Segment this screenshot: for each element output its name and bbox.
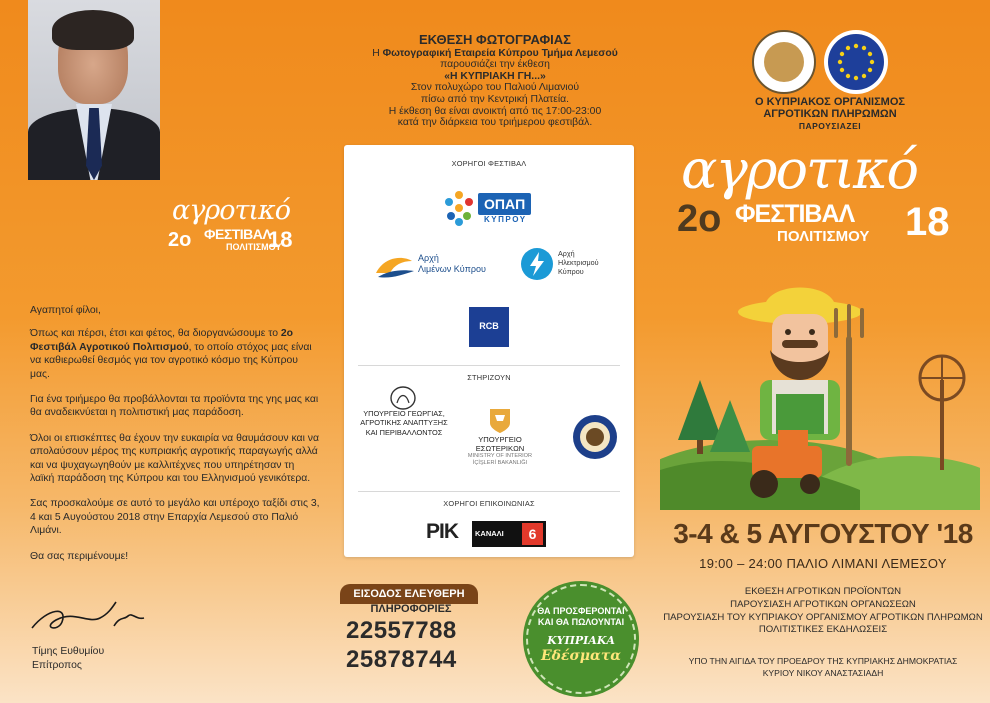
electricity-authority-logo: Αρχή Ηλεκτρισμού Κύπρου [520,247,630,283]
phone-number-2: 25878744 [346,646,457,673]
festival-events-list: ΕΚΘΕΣΗ ΑΓΡΟΤΙΚΩΝ ΠΡΟΪΟΝΤΩΝ ΠΑΡΟΥΣΙΑΣΗ ΑΓΡΟΤΙΚΩΝ ΟΡΓΑΝΩΣΕΩΝ ΠΑΡΟΥΣΙΑΣΗ ΤΟΥ ΚΥΠΡΙΑΚΟΥ ΟΡΓΑΝΙΣΜΟΥ ΑΓΡΟΤΙΚΩΝ ΠΛΗΡΩΜΩΝ ΠΟΛΙΤΙΣΤΙΚΕΣ ΕΚΔΗΛΩΣΕΙΣ [663,586,983,636]
opap-logo: ΟΠΑΠ ΚΥΠΡΟΥ [442,189,542,229]
signer-role: Επίτροπος [32,660,82,671]
eac-bolt-icon [520,247,554,281]
sponsors-heading: ΧΟΡΗΓΟΙ ΦΕΣΤΙΒΑΛ [451,159,527,168]
welcome-letter [30,304,320,563]
ministry-agriculture: ΥΠΟΥΡΓΕΙΟ ΓΕΩΡΓΙΑΣ, ΑΓΡΟΤΙΚΗΣ ΑΝΑΠΤΥΞΗΣ ΚΑΙ ΠΕΡΙΒΑΛΛΟΝΤΟΣ [360,409,448,437]
media-heading: ΧΟΡΗΓΟΙ ΕΠΙΚΟΙΝΩΝΙΑΣ [443,499,535,508]
festival-time-venue: 19:00 – 24:00 ΠΑΛΙΟ ΛΙΜΑΝΙ ΛΕΜΕΣΟΥ [699,556,947,571]
ministry-agriculture-emblem-icon [388,385,418,411]
support-heading: ΣΤΗΡΙΖΟΥΝ [467,373,511,382]
letter-paragraph-2: Για ένα τριήμερο θα προβάλλονται τα προϊόντα της γης μας και θα αναδεικνύεται η πολιτιστική μας παράδοση. [30,394,319,419]
agricultural-payments-seal-icon [752,30,816,94]
organisation-name: Ο ΚΥΠΡΙΑΚΟΣ ΟΡΓΑΝΙΣΜΟΣ ΑΓΡΟΤΙΚΩΝ ΠΛΗΡΩΜΩΝ ΠΑΡΟΥΣΙΑΖΕΙ [755,96,905,131]
ports-authority-logo: Αρχή Λιμένων Κύπρου [372,249,492,285]
organisation-logos [752,30,892,96]
info-label: ΠΛΗΡΟΦΟΡΙΕΣ [370,603,452,615]
opap-dots-icon [442,189,476,227]
festival-logo-large: αγροτικό 2ο ΦΕΣΤΙΒΑΛ ΠΟΛΙΤΙΣΜΟΥ 18 [677,138,950,245]
association-seal-icon [571,413,619,461]
rcb-logo: RCB [469,307,509,347]
sponsors-card [344,145,634,557]
farmer-illustration-icon [660,270,980,510]
festival-logo-small: αγροτικό 2ο ΦΕΣΤΙΒΑΛ ΠΟΛΙΤΙΣΜΟΥ 18 [168,195,293,252]
ministry-interior: ΥΠΟΥΡΓΕΙΟ ΕΣΩΤΕΡΙΚΩΝ MINISTRY OF INTERIOR İÇİŞLERİ BAKANLIĞI [467,435,533,466]
cyprus-emblem-icon [488,407,512,435]
signer-name: Τίμης Ευθυμίου [32,646,105,657]
port-swirl-icon [372,251,416,281]
letter-paragraph-4: Σας προσκαλούμε σε αυτό το μεγάλο και υπέροχο ταξίδι στις 3, 4 και 5 Αυγούστου 2018 στην Επαρχία Λεμεσού στο Παλιό Λιμάνι. [30,498,320,537]
festival-dates: 3-4 & 5 ΑΥΓΟΥΣΤΟΥ '18 [673,518,973,549]
exhibition-title: ΕΚΘΕΣΗ ΦΩΤΟΓΡΑΦΙΑΣ [419,32,571,47]
phone-number-1: 22557788 [346,617,457,644]
divider [358,365,620,366]
patronage-note: ΥΠΟ ΤΗΝ ΑΙΓΙΔΑ ΤΟΥ ΠΡΟΕΔΡΟΥ ΤΗΣ ΚΥΠΡΙΑΚΗΣ ΔΗΜΟΚΡΑΤΙΑΣ ΚΥΡΙΟΥ ΝΙΚΟΥ ΑΝΑΣΤΑΣΙΑΔΗ [688,656,958,678]
commissioner-photo [28,0,160,180]
letter-closing: Θα σας περιμένουμε! [30,550,129,562]
free-entry-banner: ΕΙΣΟΔΟΣ ΕΛΕΥΘΕΡΗ [340,584,478,604]
photo-exhibition-notice: ΕΚΘΕΣΗ ΦΩΤΟΓΡΑΦΙΑΣ Η Φωτογραφική Εταιρεία Κύπρου Τμήμα Λεμεσού παρουσιάζει την έκθεση «Η ΚΥΠΡΙΑΚΗ ΓΗ...» Στον πολυχώρο του Παλιού Λιμανιού πίσω από την Κεντρική Πλατεία. Η έκθεση θα είναι ανοικτή από τις 17:00-23:00 κατά την διάρκεια του τριήμερου φεστιβάλ. [330,34,660,129]
letter-paragraph-1: Όπως και πέρσι, έτσι και φέτος, θα διοργανώσουμε το 2ο Φεστιβάλ Αγροτικού Πολιτισμού, το οποίο στόχος μας είναι να καθιερωθεί θεσμός για τον αγροτικό κόσμο της Κύπρου μας. [30,328,312,380]
rik-logo: ΡΙΚ [426,520,459,543]
signer-block [32,645,104,673]
eu-flag-icon [824,30,888,94]
letter-paragraph-3: Όλοι οι επισκέπτες θα έχουν την ευκαιρία να θαυμάσουν και να απολαύσουν μέρος της κυπριακής αγροτικής παραγωγής αλλά και να ψυχαγωγηθούν με καλλιτέχνες που υπηρέτησαν τη λαϊκή παράδοση της Κύπρου και του Ελληνισμού γενικότερα. [30,432,319,485]
kanali6-logo: ΚΑΝΑΛΙ 6 [472,521,546,547]
food-offer-badge: ΘΑ ΠΡΟΣΦΕΡΟΝΤΑΙ ΚΑΙ ΘΑ ΠΩΛΟΥΝΤΑΙ ΚΥΠΡΙΑΚΑ Εδέσματα [526,584,636,694]
signature-icon [28,598,148,638]
divider [358,491,620,492]
letter-greeting: Αγαπητοί φίλοι, [30,305,101,316]
